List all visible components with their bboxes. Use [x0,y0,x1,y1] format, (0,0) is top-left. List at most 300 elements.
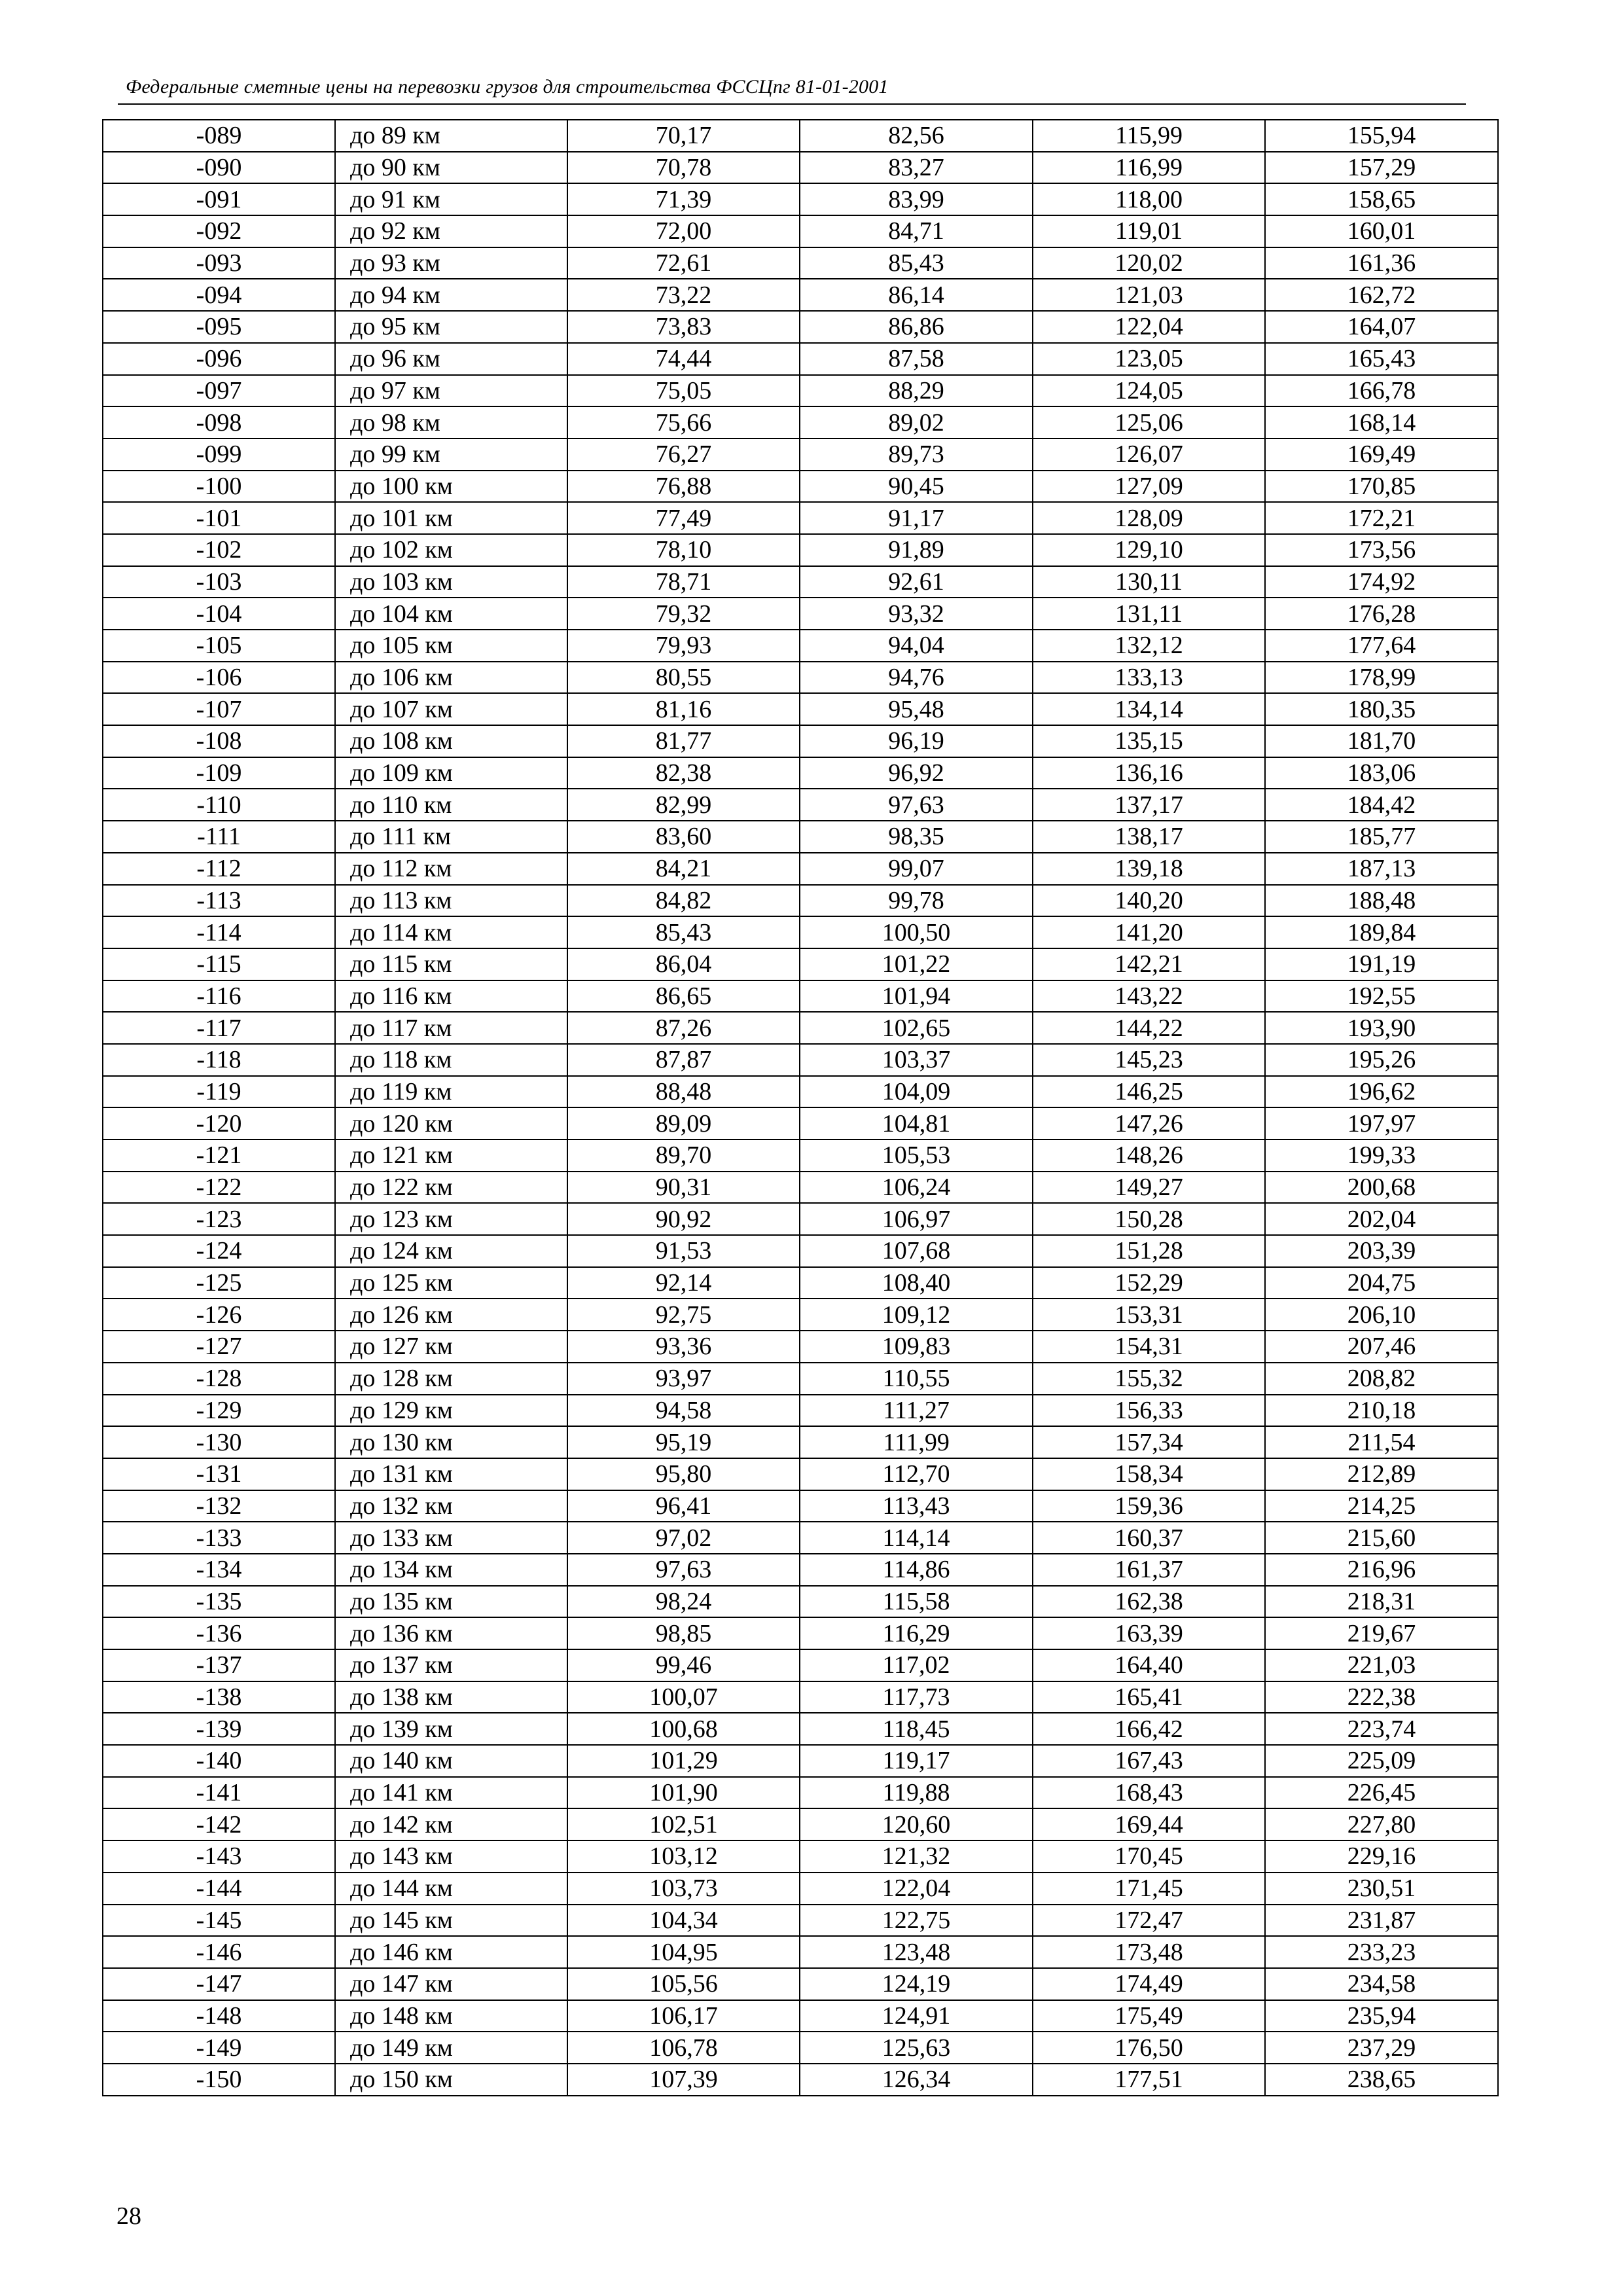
cell-distance: до 144 км [335,1873,567,1905]
cell-price-col-3: 148,26 [1033,1139,1265,1172]
cell-price-col-2: 118,45 [800,1713,1033,1745]
cell-price-col-3: 147,26 [1033,1107,1265,1139]
cell-distance: до 121 км [335,1139,567,1172]
cell-price-col-3: 124,05 [1033,375,1265,407]
cell-price-col-1: 82,99 [567,789,800,821]
cell-price-col-3: 133,13 [1033,662,1265,694]
cell-price-col-4: 222,38 [1265,1681,1498,1713]
cell-price-col-4: 191,19 [1265,948,1498,980]
cell-code: -101 [103,502,335,534]
cell-code: -127 [103,1331,335,1363]
cell-price-col-4: 174,92 [1265,566,1498,598]
table-row [103,1554,1498,1586]
cell-price-col-4: 155,94 [1265,120,1498,152]
cell-price-col-3: 127,09 [1033,471,1265,503]
cell-price-col-2: 87,58 [800,343,1033,375]
cell-price-col-4: 195,26 [1265,1044,1498,1076]
table-row [103,1267,1498,1299]
cell-price-col-2: 89,02 [800,406,1033,439]
cell-distance: до 147 км [335,1968,567,2000]
cell-price-col-4: 216,96 [1265,1554,1498,1586]
cell-price-col-3: 141,20 [1033,916,1265,948]
table-row [103,1139,1498,1172]
page-number: 28 [116,2202,141,2230]
cell-price-col-1: 105,56 [567,1968,800,2000]
cell-price-col-2: 102,65 [800,1012,1033,1044]
cell-price-col-3: 146,25 [1033,1076,1265,1108]
cell-code: -090 [103,152,335,184]
cell-price-col-1: 87,26 [567,1012,800,1044]
cell-price-col-2: 97,63 [800,789,1033,821]
cell-distance: до 127 км [335,1331,567,1363]
cell-price-col-2: 89,73 [800,439,1033,471]
cell-code: -112 [103,853,335,885]
cell-code: -111 [103,821,335,853]
cell-price-col-2: 100,50 [800,916,1033,948]
table-row [103,598,1498,630]
cell-distance: до 143 км [335,1840,567,1873]
cell-distance: до 111 км [335,821,567,853]
cell-code: -144 [103,1873,335,1905]
cell-code: -120 [103,1107,335,1139]
cell-price-col-4: 229,16 [1265,1840,1498,1873]
cell-price-col-4: 178,99 [1265,662,1498,694]
cell-price-col-1: 78,10 [567,534,800,566]
cell-price-col-3: 165,41 [1033,1681,1265,1713]
cell-price-col-4: 225,09 [1265,1745,1498,1777]
cell-price-col-3: 137,17 [1033,789,1265,821]
cell-price-col-4: 234,58 [1265,1968,1498,2000]
cell-price-col-2: 120,60 [800,1808,1033,1840]
cell-price-col-4: 180,35 [1265,693,1498,725]
cell-price-col-2: 123,48 [800,1936,1033,1968]
cell-price-col-2: 86,86 [800,311,1033,343]
cell-price-col-3: 155,32 [1033,1363,1265,1395]
cell-distance: до 129 км [335,1395,567,1427]
table-row [103,1426,1498,1458]
cell-code: -097 [103,375,335,407]
cell-price-col-4: 206,10 [1265,1299,1498,1331]
cell-price-col-1: 70,78 [567,152,800,184]
cell-distance: до 123 км [335,1203,567,1235]
cell-price-col-3: 129,10 [1033,534,1265,566]
cell-code: -150 [103,2064,335,2096]
cell-distance: до 118 км [335,1044,567,1076]
cell-price-col-2: 96,19 [800,725,1033,757]
cell-price-col-2: 114,14 [800,1522,1033,1554]
table-row [103,885,1498,917]
table-row [103,1649,1498,1681]
table-row [103,662,1498,694]
cell-code: -113 [103,885,335,917]
cell-distance: до 134 км [335,1554,567,1586]
cell-price-col-4: 218,31 [1265,1586,1498,1618]
cell-code: -104 [103,598,335,630]
cell-price-col-3: 118,00 [1033,183,1265,215]
cell-code: -133 [103,1522,335,1554]
cell-price-col-3: 116,99 [1033,152,1265,184]
cell-price-col-4: 235,94 [1265,2000,1498,2032]
cell-price-col-3: 132,12 [1033,630,1265,662]
table-row [103,1172,1498,1204]
cell-price-col-2: 83,27 [800,152,1033,184]
cell-distance: до 115 км [335,948,567,980]
cell-distance: до 90 км [335,152,567,184]
cell-price-col-1: 93,97 [567,1363,800,1395]
cell-price-col-2: 119,88 [800,1777,1033,1809]
cell-price-col-3: 149,27 [1033,1172,1265,1204]
cell-code: -117 [103,1012,335,1044]
cell-price-col-4: 192,55 [1265,980,1498,1013]
cell-price-col-1: 92,75 [567,1299,800,1331]
cell-price-col-1: 100,68 [567,1713,800,1745]
cell-distance: до 138 км [335,1681,567,1713]
cell-distance: до 104 км [335,598,567,630]
cell-distance: до 146 км [335,1936,567,1968]
table-row [103,1522,1498,1554]
cell-price-col-4: 172,21 [1265,502,1498,534]
cell-price-col-1: 93,36 [567,1331,800,1363]
table-row [103,152,1498,184]
cell-price-col-3: 161,37 [1033,1554,1265,1586]
cell-price-col-2: 95,48 [800,693,1033,725]
cell-price-col-2: 94,76 [800,662,1033,694]
table-row [103,693,1498,725]
cell-code: -146 [103,1936,335,1968]
cell-price-col-3: 171,45 [1033,1873,1265,1905]
table-row [103,1076,1498,1108]
cell-price-col-3: 152,29 [1033,1267,1265,1299]
cell-price-col-2: 91,17 [800,502,1033,534]
cell-price-col-1: 86,65 [567,980,800,1013]
cell-price-col-2: 114,86 [800,1554,1033,1586]
cell-price-col-2: 124,19 [800,1968,1033,2000]
cell-price-col-3: 172,47 [1033,1905,1265,1937]
cell-price-col-2: 96,92 [800,757,1033,789]
cell-price-col-1: 92,14 [567,1267,800,1299]
cell-price-col-2: 86,14 [800,279,1033,311]
table-row [103,1808,1498,1840]
cell-price-col-4: 210,18 [1265,1395,1498,1427]
cell-price-col-3: 135,15 [1033,725,1265,757]
cell-price-col-4: 177,64 [1265,630,1498,662]
cell-distance: до 150 км [335,2064,567,2096]
cell-distance: до 93 км [335,247,567,279]
table-row [103,853,1498,885]
cell-code: -121 [103,1139,335,1172]
cell-price-col-4: 231,87 [1265,1905,1498,1937]
table-row [103,1968,1498,2000]
cell-price-col-2: 105,53 [800,1139,1033,1172]
cell-price-col-4: 164,07 [1265,311,1498,343]
cell-price-col-1: 101,90 [567,1777,800,1809]
table-row [103,120,1498,152]
cell-price-col-3: 115,99 [1033,120,1265,152]
cell-code: -107 [103,693,335,725]
cell-price-col-3: 174,49 [1033,1968,1265,2000]
cell-price-col-3: 131,11 [1033,598,1265,630]
cell-price-col-1: 78,71 [567,566,800,598]
cell-price-col-1: 81,77 [567,725,800,757]
cell-code: -143 [103,1840,335,1873]
cell-price-col-1: 75,05 [567,375,800,407]
cell-distance: до 108 км [335,725,567,757]
cell-distance: до 125 км [335,1267,567,1299]
cell-price-col-1: 84,82 [567,885,800,917]
cell-price-col-3: 123,05 [1033,343,1265,375]
cell-code: -091 [103,183,335,215]
cell-code: -147 [103,1968,335,2000]
cell-price-col-2: 104,09 [800,1076,1033,1108]
table-row [103,1012,1498,1044]
cell-price-col-1: 106,78 [567,2032,800,2064]
cell-distance: до 142 км [335,1808,567,1840]
cell-price-col-3: 134,14 [1033,693,1265,725]
cell-price-col-2: 111,99 [800,1426,1033,1458]
cell-price-col-4: 211,54 [1265,1426,1498,1458]
table-row [103,948,1498,980]
cell-code: -131 [103,1458,335,1490]
cell-price-col-1: 76,27 [567,439,800,471]
cell-price-col-1: 80,55 [567,662,800,694]
table-row [103,916,1498,948]
cell-price-col-3: 122,04 [1033,311,1265,343]
cell-code: -103 [103,566,335,598]
cell-distance: до 112 км [335,853,567,885]
cell-price-col-3: 121,03 [1033,279,1265,311]
cell-price-col-1: 90,31 [567,1172,800,1204]
cell-price-col-1: 83,60 [567,821,800,853]
table-row [103,1235,1498,1267]
cell-price-col-3: 150,28 [1033,1203,1265,1235]
cell-distance: до 117 км [335,1012,567,1044]
cell-price-col-1: 73,22 [567,279,800,311]
cell-price-col-2: 112,70 [800,1458,1033,1490]
table-row [103,502,1498,534]
cell-code: -100 [103,471,335,503]
cell-price-col-2: 109,83 [800,1331,1033,1363]
cell-price-col-4: 161,36 [1265,247,1498,279]
cell-price-col-3: 120,02 [1033,247,1265,279]
cell-code: -110 [103,789,335,821]
cell-code: -132 [103,1490,335,1522]
cell-code: -123 [103,1203,335,1235]
table-row [103,1458,1498,1490]
cell-price-col-1: 107,39 [567,2064,800,2096]
cell-price-col-2: 98,35 [800,821,1033,853]
header-divider [118,103,1466,105]
cell-price-col-2: 82,56 [800,120,1033,152]
cell-price-col-4: 204,75 [1265,1267,1498,1299]
cell-price-col-1: 71,39 [567,183,800,215]
cell-distance: до 109 км [335,757,567,789]
table-row [103,471,1498,503]
cell-code: -139 [103,1713,335,1745]
cell-price-col-3: 142,21 [1033,948,1265,980]
table-row [103,789,1498,821]
table-row [103,725,1498,757]
cell-price-col-4: 238,65 [1265,2064,1498,2096]
cell-price-col-2: 103,37 [800,1044,1033,1076]
cell-price-col-1: 96,41 [567,1490,800,1522]
cell-price-col-1: 98,24 [567,1586,800,1618]
table-row [103,1331,1498,1363]
cell-distance: до 94 км [335,279,567,311]
cell-price-col-3: 166,42 [1033,1713,1265,1745]
cell-code: -128 [103,1363,335,1395]
cell-code: -105 [103,630,335,662]
cell-price-col-1: 89,09 [567,1107,800,1139]
cell-code: -130 [103,1426,335,1458]
cell-price-col-1: 73,83 [567,311,800,343]
cell-code: -096 [103,343,335,375]
table-row [103,279,1498,311]
cell-price-col-4: 181,70 [1265,725,1498,757]
cell-code: -108 [103,725,335,757]
cell-price-col-1: 72,61 [567,247,800,279]
cell-price-col-1: 82,38 [567,757,800,789]
cell-distance: до 96 км [335,343,567,375]
cell-code: -134 [103,1554,335,1586]
cell-code: -124 [103,1235,335,1267]
cell-distance: до 113 км [335,885,567,917]
cell-price-col-2: 117,02 [800,1649,1033,1681]
cell-distance: до 120 км [335,1107,567,1139]
table-row [103,375,1498,407]
cell-price-col-4: 188,48 [1265,885,1498,917]
cell-price-col-2: 111,27 [800,1395,1033,1427]
table-row [103,1203,1498,1235]
cell-price-col-1: 86,04 [567,948,800,980]
cell-code: -136 [103,1617,335,1649]
cell-distance: до 137 км [335,1649,567,1681]
cell-price-col-3: 151,28 [1033,1235,1265,1267]
cell-price-col-1: 99,46 [567,1649,800,1681]
cell-distance: до 97 км [335,375,567,407]
cell-price-col-3: 156,33 [1033,1395,1265,1427]
cell-distance: до 103 км [335,566,567,598]
cell-price-col-2: 99,78 [800,885,1033,917]
table-row [103,1936,1498,1968]
cell-price-col-2: 99,07 [800,853,1033,885]
cell-price-col-1: 91,53 [567,1235,800,1267]
cell-price-col-1: 84,21 [567,853,800,885]
cell-price-col-3: 144,22 [1033,1012,1265,1044]
cell-price-col-2: 93,32 [800,598,1033,630]
cell-price-col-1: 81,16 [567,693,800,725]
table-row [103,247,1498,279]
table-row [103,406,1498,439]
cell-distance: до 148 км [335,2000,567,2032]
cell-distance: до 116 км [335,980,567,1013]
table-row [103,2064,1498,2096]
cell-code: -093 [103,247,335,279]
cell-price-col-2: 90,45 [800,471,1033,503]
cell-price-col-3: 125,06 [1033,406,1265,439]
cell-price-col-4: 237,29 [1265,2032,1498,2064]
cell-price-col-4: 184,42 [1265,789,1498,821]
cell-price-col-1: 101,29 [567,1745,800,1777]
cell-distance: до 102 км [335,534,567,566]
cell-distance: до 114 км [335,916,567,948]
cell-distance: до 101 км [335,502,567,534]
cell-code: -095 [103,311,335,343]
cell-code: -138 [103,1681,335,1713]
table-row [103,1713,1498,1745]
cell-price-col-2: 84,71 [800,215,1033,247]
cell-distance: до 98 км [335,406,567,439]
cell-code: -140 [103,1745,335,1777]
cell-price-col-4: 226,45 [1265,1777,1498,1809]
cell-price-col-3: 154,31 [1033,1331,1265,1363]
cell-price-col-2: 122,75 [800,1905,1033,1937]
cell-code: -141 [103,1777,335,1809]
table-row [103,980,1498,1013]
cell-price-col-4: 193,90 [1265,1012,1498,1044]
cell-price-col-1: 104,34 [567,1905,800,1937]
table-row [103,183,1498,215]
cell-price-col-2: 126,34 [800,2064,1033,2096]
cell-distance: до 122 км [335,1172,567,1204]
table-row [103,1745,1498,1777]
cell-code: -119 [103,1076,335,1108]
table-row [103,821,1498,853]
cell-price-col-4: 196,62 [1265,1076,1498,1108]
cell-price-col-1: 72,00 [567,215,800,247]
cell-price-col-4: 208,82 [1265,1363,1498,1395]
cell-code: -118 [103,1044,335,1076]
cell-price-col-4: 158,65 [1265,183,1498,215]
cell-price-col-3: 126,07 [1033,439,1265,471]
table-row [103,1044,1498,1076]
cell-distance: до 107 км [335,693,567,725]
cell-code: -142 [103,1808,335,1840]
table-row [103,1873,1498,1905]
cell-price-col-4: 165,43 [1265,343,1498,375]
cell-price-col-3: 173,48 [1033,1936,1265,1968]
cell-price-col-3: 170,45 [1033,1840,1265,1873]
cell-price-col-4: 169,49 [1265,439,1498,471]
cell-price-col-3: 168,43 [1033,1777,1265,1809]
cell-price-col-4: 189,84 [1265,916,1498,948]
cell-price-col-3: 153,31 [1033,1299,1265,1331]
cell-price-col-2: 94,04 [800,630,1033,662]
cell-price-col-1: 75,66 [567,406,800,439]
cell-price-col-2: 88,29 [800,375,1033,407]
cell-price-col-2: 108,40 [800,1267,1033,1299]
page-header-title: Федеральные сметные цены на перевозки грузов для строительства ФССЦпг 81-01-2001 [126,76,889,98]
cell-distance: до 133 км [335,1522,567,1554]
cell-price-col-1: 97,02 [567,1522,800,1554]
cell-price-col-4: 183,06 [1265,757,1498,789]
cell-code: -129 [103,1395,335,1427]
cell-price-col-4: 200,68 [1265,1172,1498,1204]
cell-price-col-2: 116,29 [800,1617,1033,1649]
cell-code: -092 [103,215,335,247]
cell-price-col-2: 110,55 [800,1363,1033,1395]
cell-price-col-1: 100,07 [567,1681,800,1713]
cell-price-col-1: 90,92 [567,1203,800,1235]
cell-code: -135 [103,1586,335,1618]
cell-distance: до 130 км [335,1426,567,1458]
cell-price-col-1: 94,58 [567,1395,800,1427]
cell-price-col-4: 219,67 [1265,1617,1498,1649]
cell-price-col-3: 145,23 [1033,1044,1265,1076]
cell-price-col-2: 104,81 [800,1107,1033,1139]
cell-price-col-2: 113,43 [800,1490,1033,1522]
table-row [103,215,1498,247]
cell-distance: до 119 км [335,1076,567,1108]
